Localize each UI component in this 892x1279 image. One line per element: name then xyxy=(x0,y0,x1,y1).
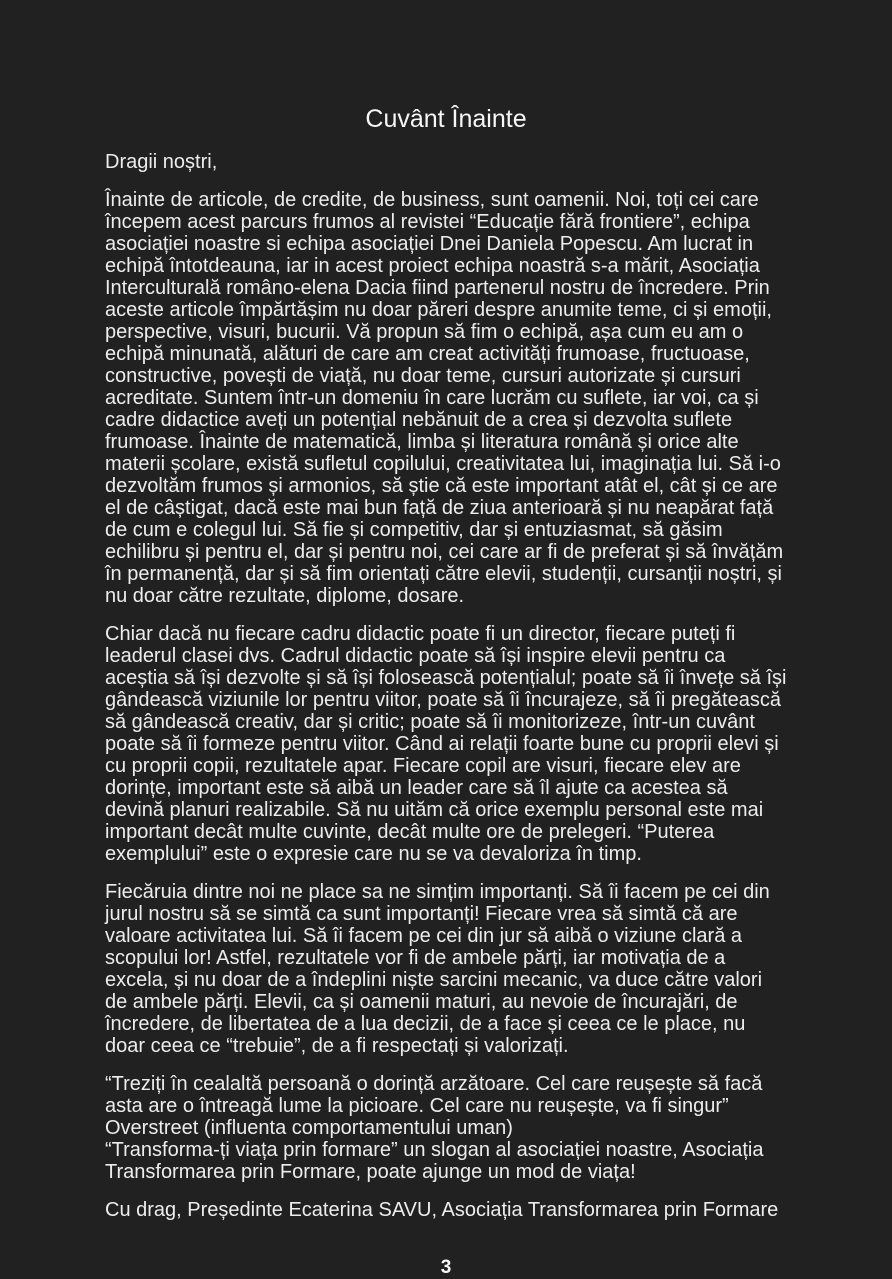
paragraph-leadership: Chiar dacă nu fiecare cadru didactic poate fi un director, fiecare puteți fi leaderul clasei dvs. Cadrul didactic poate să își inspire elevii pentru ca aceștia să își dezvolte și să își folosească potențialul; poate să îi învețe să își gândească viziunile lor pentru viitor, poate să îi încurajeze, să îi pregătească să gândească creativ, dar și critic; poate să îi monitorizeze, într-un cuvânt poate să îi formeze pentru viitor. Când ai relații foarte bune cu proprii elevi și cu proprii copii, rezultatele apar. Fiecare copil are visuri, fiecare elev are dorințe, important este să aibă un leader care să îl ajute ca acestea să devină planuri realizabile. Să nu uităm că orice exemplu personal este mai important decât multe cuvinte, decât multe ore de prelegeri. “Puterea exemplului” este o expresie care nu se va devaloriza în timp. xyxy=(105,623,787,865)
page-content xyxy=(105,0,787,1279)
salutation: Dragii noștri, xyxy=(105,151,218,173)
paragraph-importance: Fiecăruia dintre noi ne place sa ne simțim importanți. Să îi facem pe cei din jurul nostru să se simtă ca sunt importanți! Fiecare vrea să simtă că are valoare activitatea lui. Să îi facem pe cei din jur să aibă o viziune clară a scopului lor! Astfel, rezultatele vor fi de ambele părți, iar motivația de a excela, și nu doar de a îndeplini niște sarcini mecanic, va duce către valori de ambele părți. Elevii, ca și oamenii maturi, au nevoie de încurajări, de încredere, de libertatea de a lua decizii, de a face și ceea ce le place, nu doar ceea ce “trebuie”, de a fi respectați și valorizați. xyxy=(105,881,770,1057)
signature-line: Cu drag, Președinte Ecaterina SAVU, Asociația Transformarea prin Formare xyxy=(105,1199,779,1221)
paragraph-intro: Înainte de articole, de credite, de business, sunt oamenii. Noi, toți cei care începem acest parcurs frumos al revistei “Educație fără frontiere”, echipa asociației noastre si echipa asociației Dnei Daniela Popescu. Am lucrat in echipă întotdeauna, iar in acest proiect echipa noastră s-a mărit, Asociația Interculturală româno-elena Dacia fiind partenerul nostru de încredere. Prin aceste articole împărtășim nu doar păreri despre anumite teme, ci și emoții, perspective, visuri, bucurii. Vă propun să fim o echipă, așa cum eu am o echipă minunată, alături de care am creat activități frumoase, fructuoase, constructive, povești de viață, nu doar teme, cursuri autorizate și cursuri acreditate. Suntem într-un domeniu în care lucrăm cu suflete, iar voi, ca și cadre didactice aveți un potențial nebănuit de a crea și dezvolta suflete frumoase. Înainte de matematică, limba și literatura română și orice alte materii școlare, există sufletul copilului, creativitatea lui, imaginația lui. Să i-o dezvoltăm frumos și armonios, să știe că este important atât el, cât și ce are el de câștigat, dacă este mai bun față de ziua anterioară și nu neapărat față de cum e colegul lui. Să fie și competitiv, dar și entuziasmat, să găsim echilibru și pentru el, dar și pentru noi, cei care ar fi de preferat și să învățăm în permanență, dar și să fim orientați către elevii, studenții, cursanții noștri, și nu doar către rezultate, diplome, dosare. xyxy=(105,189,784,607)
page-title: Cuvânt Înainte xyxy=(365,105,527,133)
quote-text: “Treziți în cealaltă persoană o dorință arzătoare. Cel care reușește să facă asta are o întreagă lume la picioare. Cel care nu reușește, va fi singur” Overstreet (influenta comportamentului uman) xyxy=(105,1073,763,1139)
page-number: 3 xyxy=(440,1257,452,1278)
quote-block xyxy=(105,1073,787,1183)
slogan-text: “Transforma-ți viața prin formare” un slogan al asociației noastre, Asociația Transformarea prin Formare, poate ajunge un mod de viața! xyxy=(105,1139,764,1183)
